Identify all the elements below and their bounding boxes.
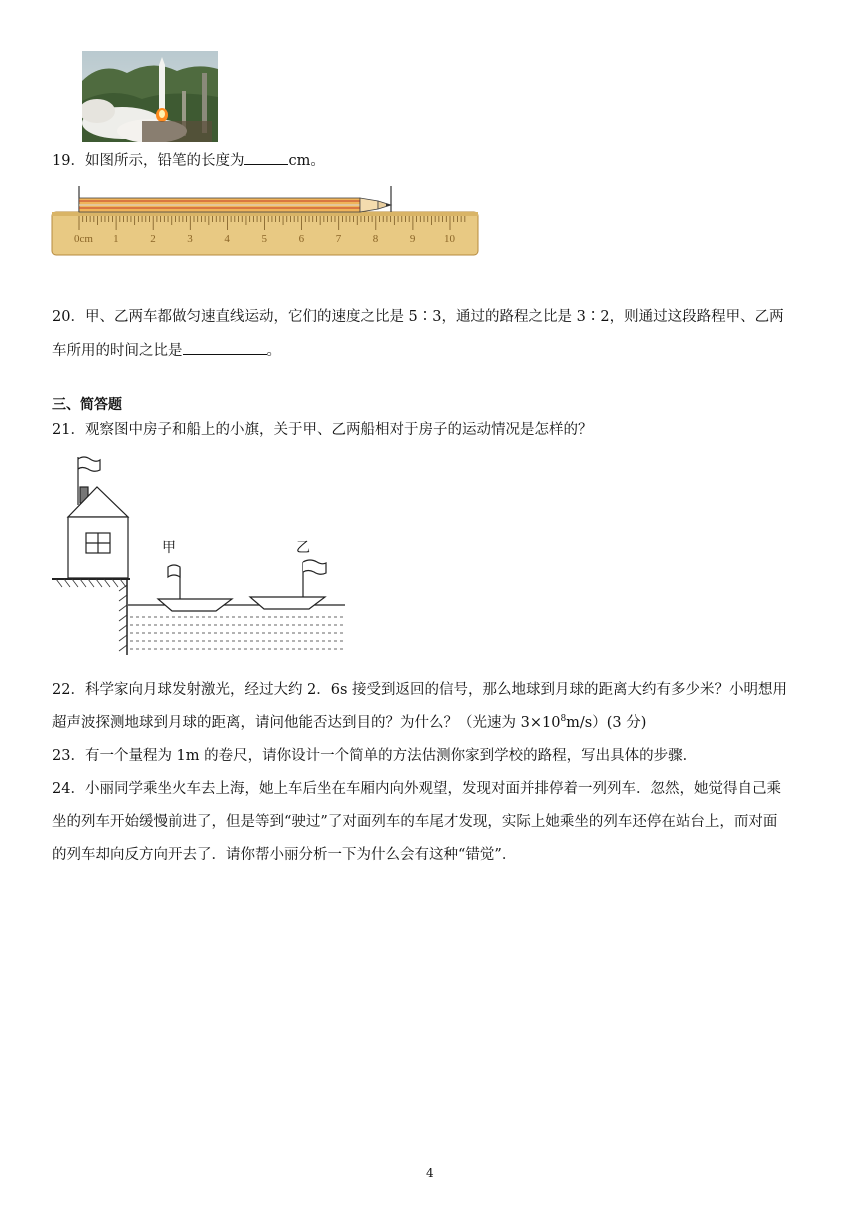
answer-blank xyxy=(244,150,288,165)
exponent: 8 xyxy=(560,714,567,725)
ruler-tick-label: 5 xyxy=(261,233,267,245)
question-20-line1: 20．甲、乙两车都做匀速直线运动，它们的速度之比是 5∶3，通过的路程之比是 3∶2，则通过这段路程甲、乙两 xyxy=(52,309,784,325)
question-19-number: 19． xyxy=(52,153,85,169)
question-20-end: 。 xyxy=(266,343,281,359)
page-number: 4 xyxy=(426,1166,434,1180)
ruler-tick-label: 8 xyxy=(372,233,379,245)
rocket-launch-photo xyxy=(82,51,218,142)
question-24-line2: 坐的列车开始缓慢前进了，但是等到“驶过”了对面列车的车尾才发现，实际上她乘坐的列车还停在站台上，而对面 xyxy=(52,814,778,830)
question-21: 21．观察图中房子和船上的小旗，关于甲、乙两船相对于房子的运动情况是怎样的？ xyxy=(52,422,593,438)
question-19-text: 如图所示，铅笔的长度为 xyxy=(84,153,245,169)
question-22-end: m/s）(3 分) xyxy=(566,715,647,731)
ruler-tick-label: 9 xyxy=(409,233,416,245)
ruler-tick-label: 2 xyxy=(150,233,156,245)
question-19 xyxy=(52,150,325,171)
ruler-scale-labels xyxy=(50,233,480,249)
answer-blank xyxy=(183,340,267,355)
house-boats-figure xyxy=(50,455,350,660)
question-22-line1: 22．科学家向月球发射激光，经过大约 2．6s 接受到返回的信号，那么地球到月球的距离大约有多少米？小明想用 xyxy=(52,682,788,698)
ruler-tick-label: 7 xyxy=(335,233,342,245)
ruler-tick-label: 10 xyxy=(444,233,455,245)
question-24-line3: 的列车却向反方向开去了．请你帮小丽分析一下为什么会有这种“错觉”． xyxy=(52,847,517,863)
boat-a-label: 甲 xyxy=(162,540,176,556)
ruler-tick-label: 6 xyxy=(298,233,305,245)
boat-b-label: 乙 xyxy=(296,540,310,556)
question-20-line2 xyxy=(52,340,281,361)
ruler-tick-label: 1 xyxy=(113,233,119,245)
ruler-tick-label: 4 xyxy=(224,233,230,245)
question-19-unit: cm。 xyxy=(288,153,325,169)
question-20-text: 车所用的时间之比是 xyxy=(52,343,183,359)
question-22-text: 超声波探测地球到月球的距离，请问他能否达到目的？为什么？（光速为 3×10 xyxy=(52,715,561,731)
ruler-tick-label: 3 xyxy=(187,233,193,245)
pencil-ruler-figure xyxy=(50,184,480,258)
ruler-unit-label: 0cm xyxy=(74,233,93,245)
section-title: 三、简答题 xyxy=(52,397,122,413)
question-24-line1: 24．小丽同学乘坐火车去上海，她上车后坐在车厢内向外观望，发现对面并排停着一列列车．忽然，她觉得自己乘 xyxy=(52,781,781,797)
question-23: 23．有一个量程为 1m 的卷尺，请你设计一个简单的方法估测你家到学校的路程，写出具体的步骤． xyxy=(52,748,698,764)
question-22-line2 xyxy=(52,713,646,733)
